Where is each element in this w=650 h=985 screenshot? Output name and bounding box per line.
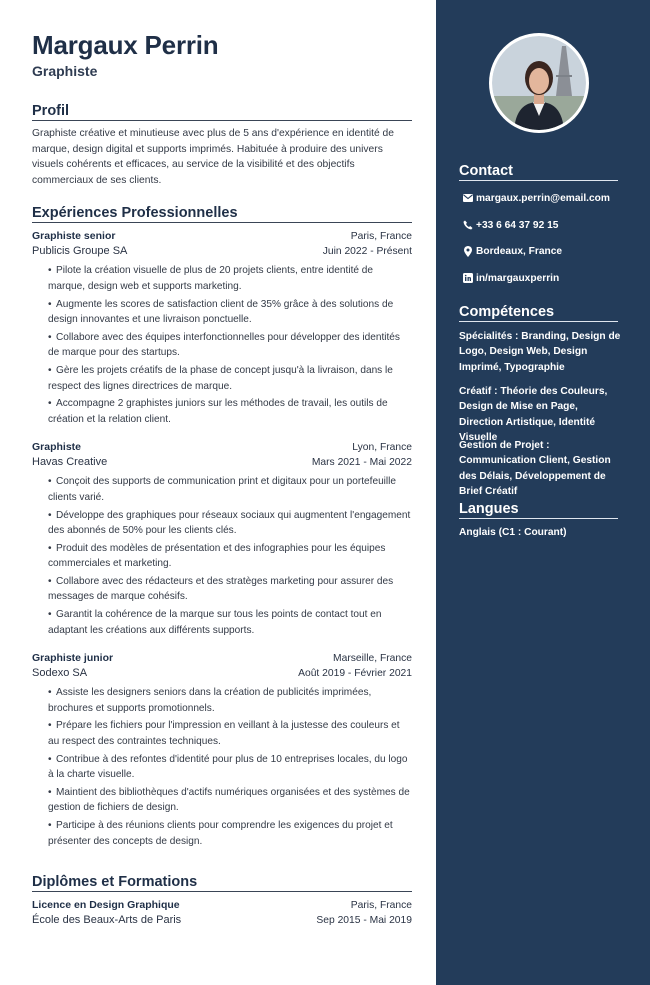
bullet-item: • Produit des modèles de présentation et des infographies pour les équipes commerciales et marketing. (48, 542, 386, 570)
experience-heading: Expériences Professionnelles (32, 205, 412, 223)
job-entry (32, 651, 412, 849)
bullet-item: • Collabore avec des équipes interfonctionnelles pour développer des identités de marque pour des startups. (48, 331, 400, 359)
sidebar (436, 0, 650, 985)
job-company: Havas Creative (32, 456, 108, 469)
job-bullets (32, 263, 412, 427)
job-location: Marseille, France (333, 653, 412, 665)
skills-heading: Compétences (459, 304, 618, 322)
degree: Licence en Design Graphique (32, 899, 180, 912)
bullet-item: • Collabore avec des rédacteurs et des stratèges marketing pour assurer des messages de marque cohésifs. (48, 575, 394, 603)
job-role: Graphiste senior (32, 230, 116, 243)
linkedin-text: in/margauxperrin (476, 272, 560, 284)
contact-heading: Contact (459, 163, 618, 181)
bullet-item: • Développe des graphiques pour réseaux sociaux qui augmentent l'engagement des abonnés de 50% pour les clients clés. (48, 509, 411, 537)
bullet-item: • Prépare les fichiers pour l'impression en veillant à la justesse des couleurs et au respect des contraintes techniques. (48, 720, 400, 748)
bullet-item: • Maintient des bibliothèques d'actifs numériques organisées et des systèmes de gestion de fichiers de design. (48, 786, 410, 814)
contact-linkedin[interactable] (461, 272, 559, 284)
bullet-item: • Augmente les scores de satisfaction client de 35% grâce à des solutions de design innovantes et une livraison ponctuelle. (48, 298, 394, 326)
skill-group: Créatif : Théorie des Couleurs, Design de Mise en Page, Direction Artistique, Identité Visuelle (459, 386, 608, 444)
bullet-item: • Pilote la création visuelle de plus de 20 projets clients, entre identité de marque, design web et supports marketing. (48, 265, 374, 292)
job-location: Paris, France (350, 231, 412, 243)
bullet-item: • Garantit la cohérence de la marque sur tous les points de contact tout en adaptant les créations aux différents supports. (48, 609, 382, 636)
language-item: Anglais (C1 : Courant) (459, 527, 567, 538)
job-entry (32, 229, 412, 427)
candidate-title: Graphiste (32, 63, 98, 79)
profile-text: Graphiste créative et minutieuse avec plus de 5 ans d'expérience en identité de marque, design digital et supports imprimés. Habituée à produire des univers visuels cohérents et efficaces, au service de la visibilité et des objectifs commerciaux de ses clients. (32, 128, 395, 186)
job-location: Lyon, France (352, 442, 412, 454)
bullet-item: • Assiste les designers seniors dans la création de publicités imprimées, brochures et supports promotionnels. (48, 687, 372, 714)
location-pin-icon (461, 245, 474, 257)
job-company: Sodexo SA (32, 667, 88, 680)
job-company: Publicis Groupe SA (32, 245, 128, 258)
education-entry (32, 898, 412, 928)
bullet-item: • Accompagne 2 graphistes juniors sur les méthodes de travail, les outils de création et la relation client. (48, 398, 388, 425)
skill-group: Gestion de Projet : Communication Client, Gestion des Délais, Développement de Brief Créatif (459, 440, 611, 498)
linkedin-icon (461, 272, 474, 284)
candidate-name: Margaux Perrin (32, 30, 219, 60)
school: École des Beaux-Arts de Paris (32, 914, 182, 927)
contact-phone[interactable] (461, 219, 558, 231)
job-role: Graphiste (32, 441, 82, 454)
job-dates: Juin 2022 - Présent (322, 246, 412, 258)
job-entry (32, 440, 412, 638)
job-role: Graphiste junior (32, 652, 114, 665)
bullet-item: • Participe à des réunions clients pour comprendre les exigences du projet et présenter des concepts de design. (48, 820, 393, 847)
education-location: Paris, France (350, 900, 412, 912)
profile-photo (489, 33, 589, 133)
envelope-icon (461, 192, 474, 204)
education-heading: Diplômes et Formations (32, 874, 412, 892)
skill-group: Spécialités : Branding, Design de Logo, Design Web, Design Imprimé, Typographie (459, 331, 621, 373)
bullet-item: • Conçoit des supports de communication print et digitaux pour un portefeuille clients varié. (48, 476, 397, 503)
phone-text: +33 6 64 37 92 15 (476, 219, 559, 231)
job-bullets (32, 685, 412, 849)
job-bullets (32, 474, 412, 638)
languages-heading: Langues (459, 501, 618, 519)
bullet-item: • Gère les projets créatifs de la phase de concept jusqu'à la livraison, dans le respect des lignes directrices de marque. (48, 364, 393, 392)
job-dates: Mars 2021 - Mai 2022 (311, 457, 412, 469)
location-text: Bordeaux, France (476, 245, 563, 257)
job-dates: Août 2019 - Février 2021 (298, 668, 412, 680)
education-dates: Sep 2015 - Mai 2019 (316, 915, 412, 927)
contact-email[interactable] (461, 192, 610, 204)
bullet-item: • Contribue à des refontes d'identité pour plus de 10 entreprises locales, du logo à la charte visuelle. (48, 753, 408, 781)
profile-heading: Profil (32, 103, 412, 121)
phone-icon (461, 219, 474, 231)
contact-location (461, 245, 562, 257)
email-text: margaux.perrin@email.com (476, 192, 610, 204)
